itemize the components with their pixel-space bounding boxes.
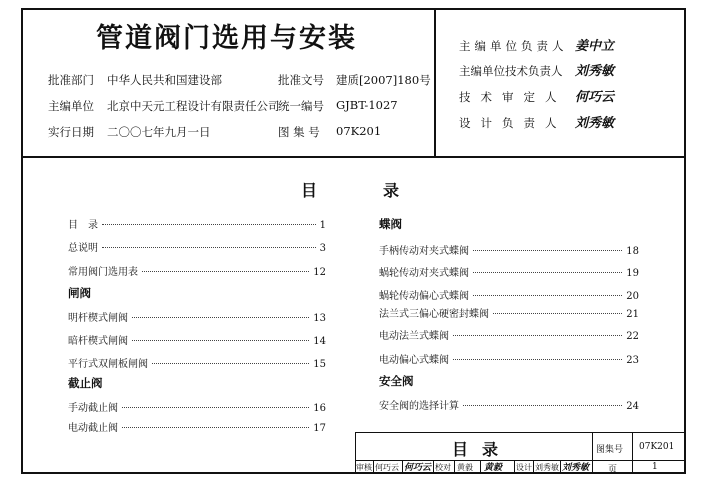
toc-entry-label: 平行式双闸板闸阀 (68, 359, 148, 370)
leader-dots (463, 405, 622, 406)
designer-name: 刘秀敏 (535, 463, 559, 472)
signature-tech-chief: 刘秀敏 (575, 64, 615, 79)
toc-entry-page: 16 (313, 403, 326, 414)
atlas-value: 07K201 (639, 442, 675, 452)
leader-dots (493, 313, 622, 314)
atlas-no: 07K201 (336, 124, 382, 138)
signature-design-chief: 刘秀敏 (575, 116, 615, 131)
signature-chief-editor: 姜中立 (575, 39, 615, 54)
toc-entry-label: 蜗轮传动偏心式蝶阀 (379, 291, 469, 302)
toc-entry-page: 15 (313, 359, 326, 370)
leader-dots (453, 359, 622, 360)
role-design-chief: 设计负责人 (459, 116, 567, 130)
toc-entry[interactable] (379, 327, 639, 342)
editor-unit: 北京中天元工程设计有限责任公司 (107, 99, 280, 113)
toc-entry-page: 12 (313, 267, 326, 278)
toc-entry[interactable] (379, 264, 639, 279)
role-chief-editor: 主编单位负责人 (459, 39, 568, 53)
toc-entry[interactable] (379, 287, 639, 302)
signature-tech-reviewer: 何巧云 (575, 90, 615, 105)
toc-entry[interactable] (68, 239, 326, 254)
leader-dots (473, 272, 622, 273)
leader-dots (453, 335, 622, 336)
checker-signature: 黄毅 (484, 463, 503, 473)
design-label: 设计 (516, 463, 532, 472)
toc-entry[interactable] (68, 309, 326, 324)
role-tech-chief: 主编单位技术负责人 (459, 64, 563, 78)
toc-entry-page: 20 (626, 291, 639, 302)
toc-entry-label: 手柄传动对夹式蝶阀 (379, 246, 469, 257)
role-tech-reviewer: 技术审定人 (459, 90, 567, 104)
toc-entry-page: 1 (319, 220, 326, 231)
leader-dots (152, 363, 309, 364)
leader-dots (142, 271, 309, 272)
toc-entry-page: 24 (626, 401, 639, 412)
leader-dots (132, 317, 309, 318)
toc-section-globe-valve: 截止阀 (68, 376, 103, 390)
toc-entry-page: 17 (313, 423, 326, 434)
toc-entry[interactable] (379, 305, 639, 320)
title-block-col-divider (632, 432, 633, 474)
impl-date: 二〇〇七年九月一日 (107, 125, 211, 139)
leader-dots (132, 340, 309, 341)
header-vertical-divider (434, 8, 436, 156)
page-value: 1 (652, 462, 658, 472)
designer-signature: 刘秀敏 (562, 463, 590, 473)
toc-section-butterfly-valve: 蝶阀 (379, 217, 402, 231)
title-block-col-divider (592, 432, 593, 474)
review-label: 审核 (356, 463, 372, 472)
toc-entry-label: 暗杆楔式闸阀 (68, 336, 128, 347)
editor-unit-label: 主编单位 (48, 99, 94, 113)
toc-entry-label: 目 录 (68, 220, 98, 231)
toc-entry-page: 18 (626, 246, 639, 257)
toc-entry-label: 蜗轮传动对夹式蝶阀 (379, 268, 469, 279)
leader-dots (473, 295, 622, 296)
document-title: 管道阀门选用与安装 (96, 23, 357, 54)
toc-entry-page: 19 (626, 268, 639, 279)
toc-entry-label: 手动截止阀 (68, 403, 118, 414)
atlas-no-label: 图 集 号 (278, 125, 320, 139)
toc-heading-left: 目 (301, 181, 318, 200)
leader-dots (122, 427, 309, 428)
toc-entry[interactable] (379, 351, 639, 366)
toc-entry-page: 14 (313, 336, 326, 347)
cell-divider (533, 460, 534, 474)
cell-divider (454, 460, 455, 474)
toc-entry-label: 安全阀的选择计算 (379, 401, 459, 412)
toc-entry[interactable] (68, 216, 326, 231)
leader-dots (473, 250, 622, 251)
toc-entry[interactable] (68, 419, 326, 434)
toc-entry-label: 电动截止阀 (68, 423, 118, 434)
toc-entry-page: 22 (626, 331, 639, 342)
toc-entry-label: 常用阀门选用表 (68, 267, 138, 278)
approval-dept-label: 批准部门 (48, 73, 94, 87)
reviewer-name: 何巧云 (375, 463, 399, 472)
toc-entry-page: 13 (313, 313, 326, 324)
toc-section-safety-valve: 安全阀 (379, 374, 414, 388)
toc-entry[interactable] (68, 399, 326, 414)
toc-entry-label: 电动偏心式蝶阀 (379, 355, 449, 366)
reviewer-signature: 何巧云 (404, 463, 432, 473)
toc-heading-right: 录 (383, 181, 400, 200)
toc-entry[interactable] (68, 263, 326, 278)
toc-entry-label: 电动法兰式蝶阀 (379, 331, 449, 342)
approval-doc-label: 批准文号 (278, 73, 324, 87)
toc-entry-page: 3 (319, 243, 326, 254)
check-label: 校对 (435, 463, 451, 472)
leader-dots (102, 247, 316, 248)
page-label: 页 (608, 465, 618, 475)
toc-entry[interactable] (379, 397, 639, 412)
cell-divider (514, 460, 515, 474)
toc-entry[interactable] (68, 332, 326, 347)
toc-entry-page: 21 (626, 309, 639, 320)
impl-date-label: 实行日期 (48, 125, 94, 139)
unified-no: GJBT-1027 (336, 98, 398, 112)
title-block-title: 目录 (452, 440, 513, 459)
cell-divider (560, 460, 561, 474)
approval-dept: 中华人民共和国建设部 (107, 73, 222, 87)
toc-section-gate-valve: 闸阀 (68, 286, 91, 300)
checker-name: 黄毅 (457, 463, 473, 472)
toc-entry[interactable] (68, 355, 326, 370)
approval-doc: 建质[2007]180号 (336, 73, 431, 87)
cell-divider (480, 460, 481, 474)
leader-dots (102, 224, 316, 225)
header-divider (21, 156, 686, 158)
toc-entry-label: 明杆楔式闸阀 (68, 313, 128, 324)
toc-entry[interactable] (379, 242, 639, 257)
cell-divider (433, 460, 434, 474)
toc-entry-page: 23 (626, 355, 639, 366)
leader-dots (122, 407, 309, 408)
cell-divider (402, 460, 403, 474)
unified-no-label: 统一编号 (278, 99, 324, 113)
atlas-label: 图集号 (596, 445, 624, 455)
toc-entry-label: 总说明 (68, 243, 98, 254)
toc-entry-label: 法兰式三偏心硬密封蝶阀 (379, 309, 489, 320)
cell-divider (373, 460, 374, 474)
